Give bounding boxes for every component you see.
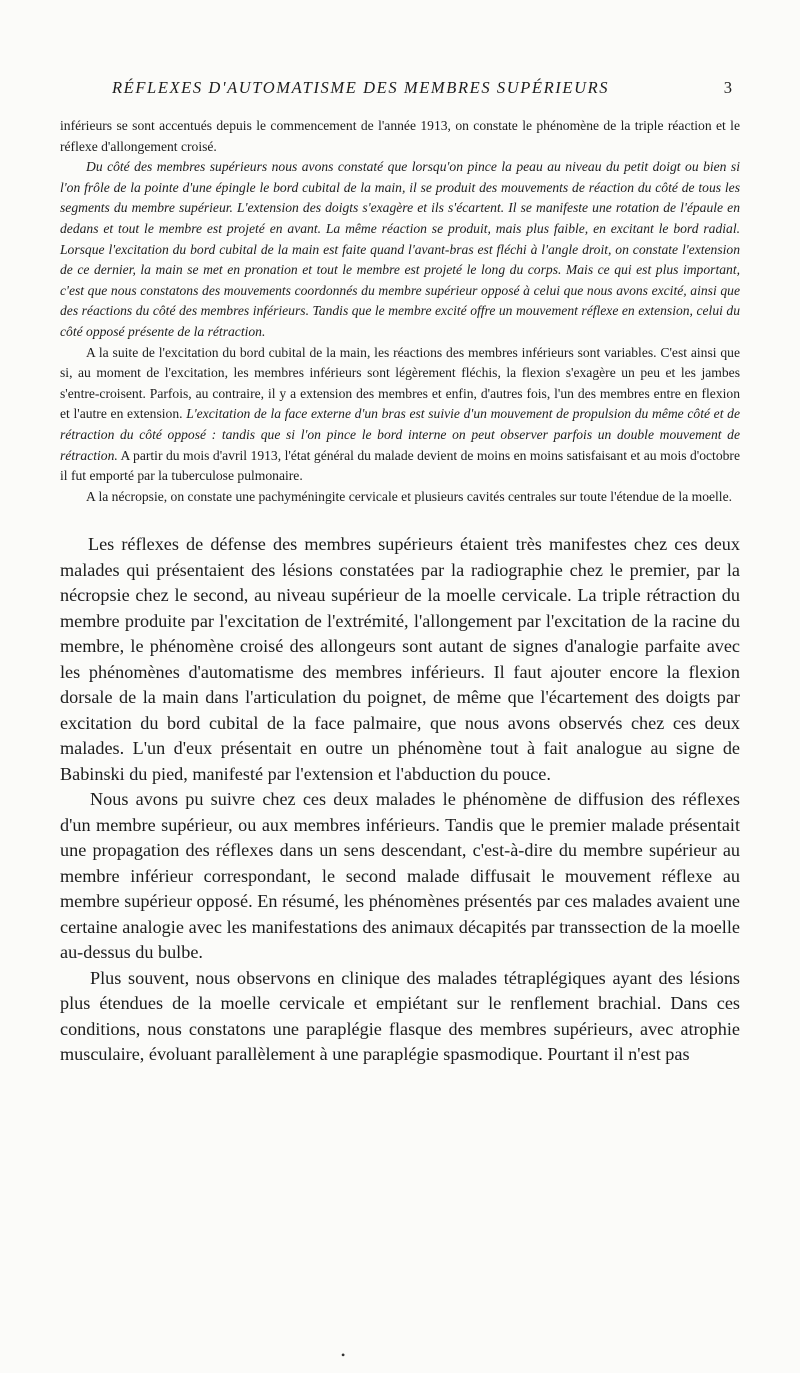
case-paragraph-3-roman: A la suite de l'excitation du bord cubital de la main, les réactions des membres inférieurs sont variables. C'est ainsi que si, au moment de l'excitation, les membres inférieurs sont légèrement fléchis, la flexion s'exagère un peu et les jambes s'entre-croisent. Parfois, au contraire, il y a extension des membres et enfin, d'autres fois, l'un des membres entre en flexion et l'autre en extension. bbox=[60, 344, 740, 422]
case-paragraph-4: A la nécropsie, on constate une pachyméningite cervicale et plusieurs cavités centrales sur toute l'étendue de la moelle. bbox=[86, 488, 733, 504]
discussion-paragraph-3: Plus souvent, nous observons en clinique des malades tétraplégiques ayant des lésions plus étendues de la moelle cervicale et empiétant sur le renflement brachial. Dans ces conditions, nous constatons une paraplégie flasque des membres supérieurs, avec atrophie musculaire, évoluant parallèlement à une paraplégie spasmodique. Pourtant il n'est pas bbox=[60, 967, 740, 1065]
case-report-section bbox=[60, 116, 740, 507]
case-paragraph-3-end: A partir du mois d'avril 1913, l'état général du malade devient de moins en moins satisfaisant et au mois d'octobre il fut emporté par la tuberculose pulmonaire. bbox=[60, 447, 740, 484]
page-number: 3 bbox=[723, 78, 732, 97]
document-page bbox=[60, 70, 740, 1068]
discussion-section bbox=[60, 532, 740, 1068]
case-paragraph-1: inférieurs se sont accentués depuis le commencement de l'année 1913, on constate le phénomène de la triple réaction et le réflexe d'allongement croisé. bbox=[60, 118, 740, 154]
footer-mark: • bbox=[341, 1348, 346, 1362]
discussion-paragraph-2: Nous avons pu suivre chez ces deux malades le phénomène de diffusion des réflexes d'un membre supérieur, ou aux membres inférieurs. Tandis que le premier malade présentait une propagation des réflexes dans un sens descendant, c'est-à-dire du membre supérieur au membre inférieur correspondant, le second malade diffusait le mouvement réflexe au membre supérieur opposé. En résumé, les phénomènes présentés par ces malades avaient une certaine analogie avec les manifestations des animaux décapités par transsection de la moelle au-dessus du bulbe. bbox=[60, 789, 740, 963]
case-paragraph-3-italic: L'excitation de la face externe d'un bras est suivie d'un mouvement de propulsion du même côté et de rétraction du côté opposé : tandis que si l'on pince le bord interne on peut observer parfois un double mouvement de rétraction. bbox=[60, 406, 740, 463]
page-header bbox=[60, 70, 740, 106]
case-paragraph-2: Du côté des membres supérieurs nous avons constaté que lorsqu'on pince la peau au niveau du petit doigt ou bien si l'on frôle de la pointe d'une épingle le bord cubital de la main, il se produit des mouvements de réaction du côté de tous les segments du membre supérieur. L'extension des doigts s'exagère et ils s'écartent. Il se manifeste une rotation de l'épaule en dedans et tout le membre est projeté en avant. La même réaction se produit, mais plus faible, en excitant le bord radial. Lorsque l'excitation du bord cubital de la main est faite quand l'avant-bras est fléchi à l'angle droit, on constate l'extension de ce dernier, la main se met en pronation et tout le membre est projeté le long du corps. Mais ce qui est plus important, c'est que nous constatons des mouvements coordonnés du membre supérieur opposé à celui que nous avons excité, ainsi que des réactions du côté des membres inférieurs. Tandis que le membre excité offre un mouvement réflexe en extension, celui du côté opposé présente de la rétraction. bbox=[60, 159, 740, 339]
discussion-paragraph-1: Les réflexes de défense des membres supérieurs étaient très manifestes chez ces deux malades qui présentaient des lésions constatées par la radiographie chez le premier, par la nécropsie chez le second, au niveau supérieur de la moelle cervicale. La triple rétraction du membre produite par l'excitation de l'extrémité, l'allongement par l'excitation de la racine du membre, le phénomène croisé des allongeurs sont autant de signes d'analogie parfaite avec les phénomènes d'automatisme des membres inférieurs. Il faut ajouter encore la flexion dorsale de la main dans l'articulation du poignet, de même que l'écartement des doigts par excitation du bord cubital de la face palmaire, que nous avons observés chez ces deux malades. L'un d'eux présentait en outre un phénomène tout à fait analogue au signe de Babinski du pied, manifesté par l'extension et l'abduction du pouce. bbox=[60, 534, 740, 784]
case-paragraph-3 bbox=[60, 343, 740, 487]
running-title: RÉFLEXES D'AUTOMATISME DES MEMBRES SUPÉRIEURS bbox=[112, 78, 610, 97]
